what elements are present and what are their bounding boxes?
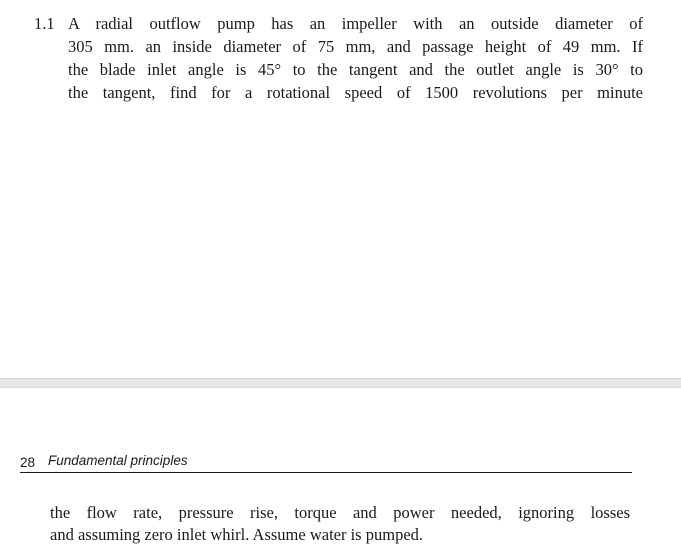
problem-continuation — [50, 502, 630, 546]
problem-number: 1.1 — [34, 14, 55, 33]
problem-text-line: 305 mm. an inside diameter of 75 mm, and passage height of 49 mm. If — [68, 37, 643, 56]
section-title: Fundamental principles — [48, 453, 188, 468]
running-header — [20, 452, 632, 473]
continuation-line: and assuming zero inlet whirl. Assume water is pumped. — [50, 525, 424, 544]
page-break-divider — [0, 378, 681, 388]
problem-1-1 — [34, 12, 654, 104]
page-number: 28 — [20, 455, 36, 470]
problem-text-line: the blade inlet angle is 45° to the tangent and the outlet angle is 30° to — [68, 60, 643, 79]
problem-line-1 — [34, 12, 654, 35]
problem-text-line: the tangent, find for a rotational speed of 1500 revolutions per minute — [68, 83, 643, 102]
continuation-line: the flow rate, pressure rise, torque and power needed, ignoring losses — [50, 503, 630, 522]
problem-text-line: A radial outflow pump has an impeller with an outside diameter of — [68, 14, 643, 33]
